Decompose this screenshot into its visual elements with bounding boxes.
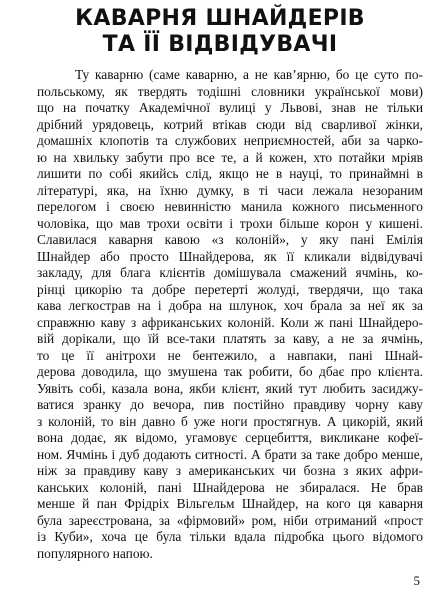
body-paragraph	[37, 67, 423, 562]
text-line: Славилася каварня кавою «з колоній», у яку пані Емілія	[37, 232, 423, 247]
text-line: що на початку Академічної вулиці у Львові, знав не тільки	[37, 100, 423, 115]
text-line: кава легкострав на і добра на шлунок, хоч брала за неї як за	[37, 298, 423, 313]
text-line: була зареєстрована, за «фірмовий» ром, ніби отриманий «прост	[37, 512, 423, 528]
text-line: із Куби», хоча це була тільки вдала підробка цього відомого	[37, 529, 423, 544]
text-line: чоловіка, що мав трохи освіти і трохи більше корон у кишені.	[37, 215, 423, 231]
text-line: рінці цикорію та добре перетерті жолуді, твердячи, що така	[37, 281, 423, 297]
text-line: домашніх клопотів та службових неприємностей, аби за чарко-	[37, 133, 423, 148]
text-line: дерова доводила, що змушена так робити, бо дбає про клієнта.	[37, 364, 423, 379]
text-line: ном. Ячмінь і дуб додають ситності. А брати за таке добро менше,	[37, 446, 423, 462]
text-line: ніж за правдиву каву з американських чи бозна з яких афри-	[37, 463, 423, 478]
text-line: польському, як твердять тодішні словники української мови)	[37, 83, 423, 99]
text-line: популярного напою.	[37, 545, 153, 561]
text-line: то це її анітрохи не бентежило, а навпаки, пані Шнай-	[37, 347, 423, 363]
chapter-title-line-1: КАВАРНЯ ШНАЙДЕРІВ	[75, 6, 365, 31]
chapter-title	[40, 6, 400, 58]
text-line: вона додає, як відомо, угамовує серцебиття, викликане кофеї-	[37, 430, 423, 445]
text-line: канських колоній, пані Шнайдерова не збиралася. Не брав	[37, 479, 423, 495]
text-line: Уявіть собі, казала вона, якби клієнт, який тут любить засиджу-	[37, 380, 423, 396]
text-line: вій дорікали, що їй все-таки платять за каву, а не за ячмінь,	[37, 331, 423, 346]
text-line: ю на хвильку забути про все те, а й кожен, хто потайки мріяв	[37, 149, 423, 165]
text-line: Ту каварню (саме каварню, а не кав’ярню, бо це суто по-	[75, 67, 423, 82]
text-line: дрібний урядовець, котрий втікав сюди від сварливої жінки,	[37, 116, 423, 132]
text-line: перелогом і своєю невинністю манила кожного письменного	[37, 199, 423, 214]
text-line: ватися зранку до вечора, пив постійно правдиву чорну каву	[37, 397, 423, 412]
text-line: Шнайдер або просто Шнайдерова, як її кликали відвідувачі	[37, 248, 423, 264]
text-line: лишити по собі якийсь слід, якщо не в науці, то принаймні в	[37, 166, 423, 181]
text-line: з колоній, то він давно б уже ноги простягнув. А цикорій, який	[37, 413, 423, 429]
text-line: літературі, яка, на їхню думку, в ті часи лежала незораним	[37, 182, 423, 198]
text-line: менше й пан Фрідріх Вільгельм Шнайдер, на кого ця каварня	[37, 496, 423, 511]
text-line: закладу, для блага клієнтів домішувала смажений ячмінь, ко-	[37, 265, 423, 280]
page-number: 5	[413, 573, 420, 588]
chapter-title-line-2: ТА ЇЇ ВІДВІДУВАЧІ	[102, 32, 338, 57]
text-line: справжню каву з африканських колоній. Коли ж пані Шнайдеро-	[37, 314, 423, 330]
